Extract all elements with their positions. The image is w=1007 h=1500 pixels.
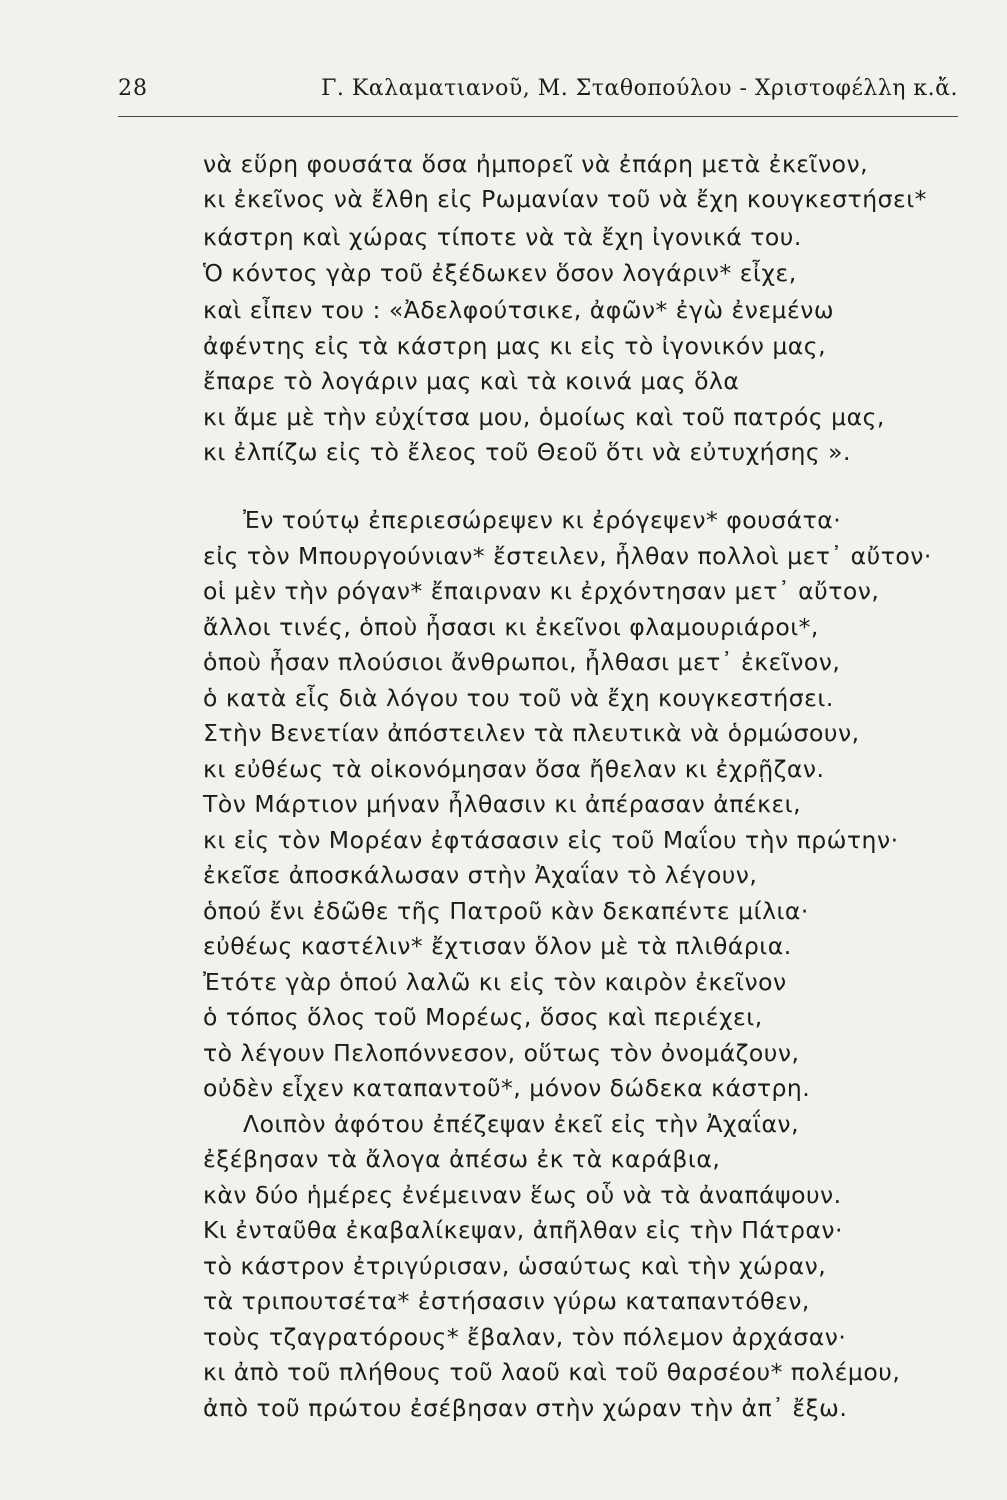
text-line: κὰν δύο ἡμέρες ἐνέμειναν ἕως οὗ νὰ τὰ ἀναπάψουν. (203, 1181, 842, 1209)
text-line: ἄλλοι τινές, ὁποὺ ἦσασι κι ἐκεῖνοι φλαμουριάροι*, (203, 613, 819, 641)
running-head: Γ. Καλαματιανοῦ, Μ. Σταθοπούλου - Χριστοφέλλη κ.ἄ. (321, 76, 958, 101)
text-line: ὁποὺ ἦσαν πλούσιοι ἄνθρωποι, ἦλθασι μετ᾽ ἐκεῖνον, (203, 648, 841, 676)
text-line: κι ἐκεῖνος νὰ ἔλθη εἰς Ρωμανίαν τοῦ νὰ ἔχη κουγκεστήσει* (203, 185, 927, 213)
text-line: τὸ κάστρον ἐτριγύρισαν, ὡσαύτως καὶ τὴν χώραν, (203, 1252, 827, 1280)
page-number: 28 (118, 76, 148, 101)
text-line: εἰς τὸν Μπουργούνιαν* ἔστειλεν, ἦλθαν πολλοὶ μετ᾽ αὔτον· (203, 542, 932, 570)
text-line: ἐξέβησαν τὰ ἄλογα ἀπέσω ἐκ τὰ καράβια, (203, 1145, 721, 1173)
text-line: ἀφέντης εἰς τὰ κάστρη μας κι εἰς τὸ ἰγονικόν μας, (203, 332, 827, 360)
text-line: Ἐν τούτῳ ἐπεριεσώρεψεν κι ἐρόγεψεν* φουσάτα· (243, 506, 842, 534)
text-line: νὰ εὕρη φουσάτα ὅσα ἠμπορεῖ νὰ ἐπάρη μετὰ ἐκεῖνον, (203, 150, 869, 178)
text-line: Στὴν Βενετίαν ἀπόστειλεν τὰ πλευτικὰ νὰ ὁρμώσουν, (203, 719, 860, 747)
text-line: οἱ μὲν τὴν ρόγαν* ἔπαιρναν κι ἐρχόντησαν μετ᾽ αὔτον, (203, 577, 880, 605)
text-line: εὐθέως καστέλιν* ἔχτισαν ὅλον μὲ τὰ πλιθάρια. (203, 932, 792, 960)
text-line: κι ἄμε μὲ τὴν εὐχίτσα μου, ὁμοίως καὶ τοῦ πατρός μας, (203, 403, 885, 431)
text-line: κι εἰς τὸν Μορέαν ἐφτάσασιν εἰς τοῦ Μαΐου τὴν πρώτην· (203, 826, 899, 854)
text-line: κι εὐθέως τὰ οἰκονόμησαν ὅσα ἤθελαν κι ἐχρῇζαν. (203, 755, 825, 783)
text-line: ὁ κατὰ εἷς διὰ λόγου του τοῦ νὰ ἔχη κουγκεστήσει. (203, 684, 834, 712)
text-line: Ὁ κόντος γὰρ τοῦ ἐξέδωκεν ὅσον λογάριν* εἶχε, (203, 259, 797, 287)
text-line: ἀπὸ τοῦ πρώτου ἐσέβησαν στὴν χώραν τὴν ἀπ᾽ ἔξω. (203, 1394, 848, 1422)
text-line: Τὸν Μάρτιον μήναν ἦλθασιν κι ἀπέρασαν ἀπέκει, (203, 790, 802, 818)
text-line: οὐδὲν εἶχεν καταπαντοῦ*, μόνον δώδεκα κάστρη. (203, 1074, 811, 1102)
text-line: τὰ τριπουτσέτα* ἐστήσασιν γύρω καταπαντόθεν, (203, 1287, 810, 1315)
text-line: καὶ εἶπεν του : «Ἀδελφούτσικε, ἀφῶν* ἐγὼ ἐνεμένω (203, 296, 835, 324)
text-line: τὸ λέγουν Πελοπόννεσον, οὕτως τὸν ὀνομάζουν, (203, 1039, 800, 1067)
text-line: ἐκεῖσε ἀποσκάλωσαν στὴν Ἀχαΐαν τὸ λέγουν, (203, 861, 758, 889)
text-line: Κι ἐνταῦθα ἐκαβαλίκεψαν, ἀπῆλθαν εἰς τὴν Πάτραν· (203, 1216, 844, 1244)
text-line: κι ἐλπίζω εἰς τὸ ἔλεος τοῦ Θεοῦ ὅτι νὰ εὐτυχήσης ». (203, 438, 851, 466)
text-line: τοὺς τζαγρατόρους* ἔβαλαν, τὸν πόλεμον ἀρχάσαν· (203, 1323, 847, 1351)
text-line: κι ἀπὸ τοῦ πλήθους τοῦ λαοῦ καὶ τοῦ θαρσέου* πολέμου, (203, 1358, 901, 1386)
text-line: κάστρη καὶ χώρας τίποτε νὰ τὰ ἔχη ἰγονικά του. (203, 223, 802, 251)
text-line: ὁ τόπος ὅλος τοῦ Μορέως, ὅσος καὶ περιέχει, (203, 1003, 763, 1031)
text-line: ὁπού ἔνι ἐδῶθε τῆς Πατροῦ κὰν δεκαπέντε μίλια· (203, 897, 809, 925)
text-line: ἔπαρε τὸ λογάριν μας καὶ τὰ κοινά μας ὅλα (203, 367, 740, 395)
text-line: Ἐτότε γὰρ ὁπού λαλῶ κι εἰς τὸν καιρὸν ἐκεῖνον (203, 968, 787, 996)
text-line: Λοιπὸν ἀφότου ἐπέζεψαν ἐκεῖ εἰς τὴν Ἀχαΐαν, (243, 1110, 800, 1138)
